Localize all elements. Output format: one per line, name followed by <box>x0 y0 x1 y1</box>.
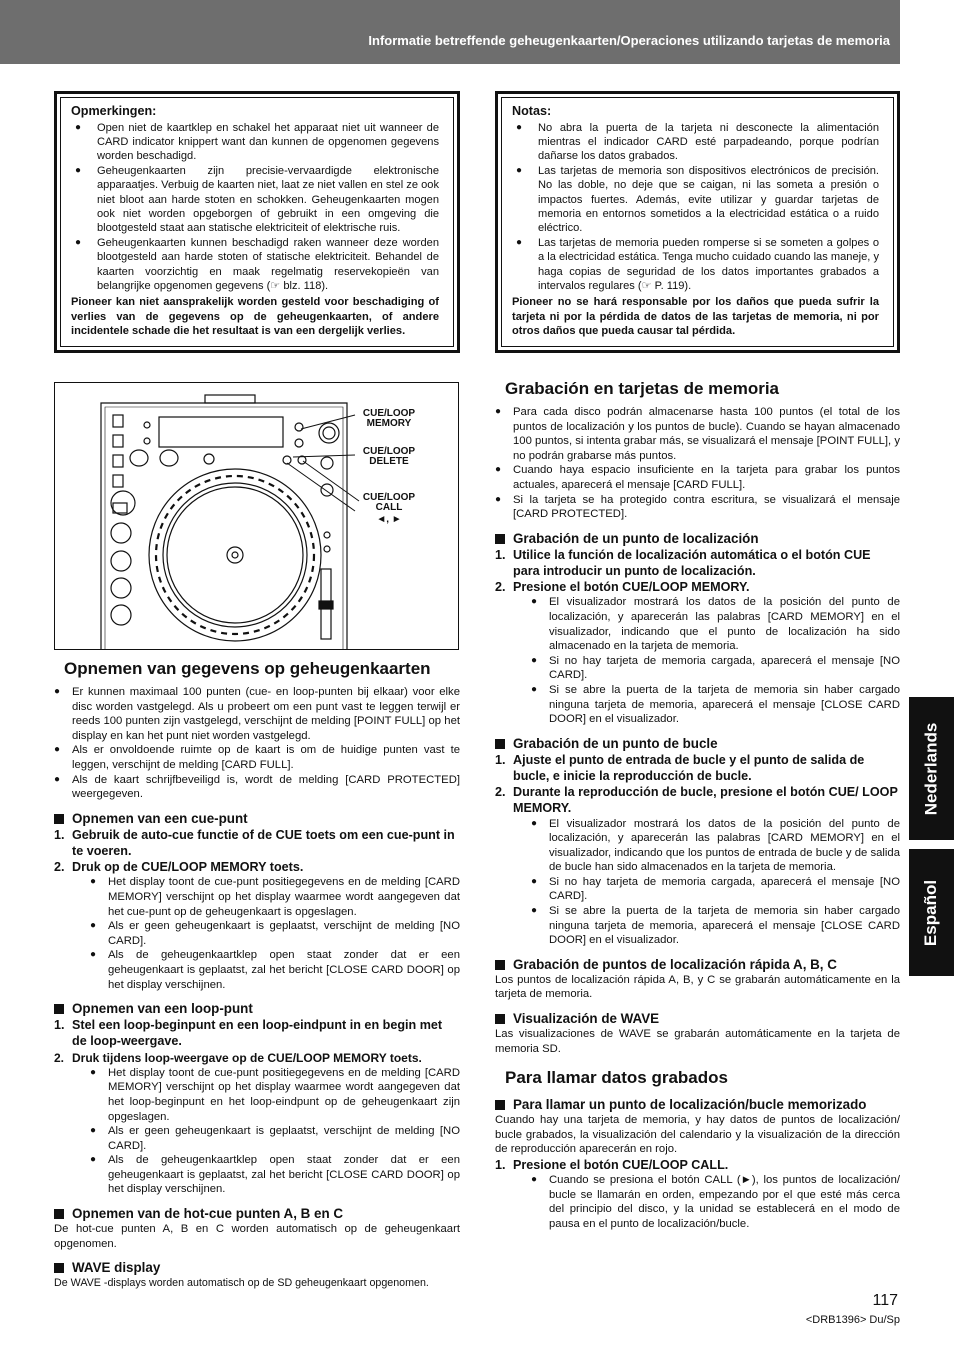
step-note: ● Het display toont de cue-punt positiegegevens en de melding [CARD MEMORY] verschijnt op het display waarmee wordt aangegeven dat het loop-beginpunt en het loop-eindpunt op de geheugenkaart zijn opgeslagen. <box>90 1066 460 1124</box>
section-title: Opnemen van gegevens op geheugenkaarten <box>54 659 460 679</box>
device-illustration <box>54 382 459 650</box>
step-note: ● Als er geen geheugenkaart is geplaatst, verschijnt de melding [NO CARD]. <box>90 1124 460 1153</box>
step-2: Presione el botón CUE/LOOP MEMORY. <box>513 580 750 595</box>
step-note: ● Het display toont de cue-punt positiegegevens en de melding [CARD MEMORY] verschijnt op het display waarmee wordt aangegeven dat het cue-punt op de geheugenkaart is opgeslagen. <box>90 875 460 919</box>
step-2: Druk op de CUE/LOOP MEMORY toets. <box>72 860 304 875</box>
subheading-cue: Opnemen van een cue-punt <box>54 810 460 827</box>
left-main-column: Opnemen van gegevens op geheugenkaarten ● Er kunnen maximaal 100 punten (cue- en loop-punten bij elkaar) voor elke disc worden vastgelegd. Als u probeert om een punt vast te leggen terwijl er reeds 100 punten zijn vastgelegd, verschijnt de melding [POINT FULL] op het display en kan het punt niet worden vastgelegd. ● Als er onvoldoende ruimte op de kaart is om de huidige punten vast te leggen, verschijnt de melding [CARD FULL]. ● Als de kaart schrijfbeveiligd is, wordt de melding [CARD PROTECTED] weergegeven. Opnemen van een cue-punt 1. Gebruik de auto-cue functie of de CUE toets om een cue-punt in te voeren. 2. Druk op de CUE/LOOP MEMORY toets. ● Het display toont de cue-punt positiegegevens en de melding [CARD MEMORY] verschijnt op het display waarmee wordt aangegeven dat het cue-punt op de geheugenkaart is opgeslagen. ● Als er geen geheugenkaart is geplaatst, verschijnt de melding [NO CARD]. ● Als de geheugenkaartklep open staat zonder dat er een geheugenkaart is geplaatst, zal het bericht [CLOSE CARD DOOR] op het display verschijnen. Opnemen van een loop-punt 1. Stel een loop-beginpunt en een loop-eindpunt in en begin met de loop-weergave. 2. Druk tijdens loop-weergave op de CUE/LOOP MEMORY toets. ● Het display toont de cue-punt positiegegevens en de melding [CARD MEMORY] verschijnt op het display waarmee wordt aangegeven dat het loop-beginpunt en het loop-eindpunt op de geheugenkaart zijn opgeslagen. ● Als er geen geheugenkaart is geplaatst, verschijnt de melding [NO CARD]. ● Als de geheugenkaartklep open staat zonder dat er een geheugenkaart is geplaatst, zal het bericht [CLOSE CARD DOOR] op het display verschijnen. Opnemen van de hot-cue punten A, B en C De hot-cue punten A, B en C worden automatisch op de geheugenkaart opgenomen. WAVE display De WAVE -displays worden automatisch op de SD geheugenkaart opgenomen. <box>54 649 460 1291</box>
step-note: ● Si se abre la puerta de la tarjeta de memoria sin haber cargado ninguna tarjeta de memoria, aparecerá el mensaje [CLOSE CARD DOOR] en el visualizador. <box>531 683 900 727</box>
page-number: 117 <box>872 1292 898 1309</box>
note-item: ● Geheugenkaarten zijn precisie-vervaardigde elektronische apparaatjes. Verbuig de kaarten niet, laat ze niet vallen en stel ze ook niet bloot aan harde stoten en schokken. Geheugenkaarten mogen ook niet worden opgeborgen of gebruikt in een omgeving die blootgesteld staat aan statische elektriciteit of elektrische ruis. <box>71 164 439 236</box>
intro-item: ● Si la tarjeta se ha protegido contra escritura, se visualizará el mensaje [CARD PROTECTED]. <box>495 493 900 522</box>
subheading-loop: Opnemen van een loop-punt <box>54 1000 460 1017</box>
side-tab-label: Español <box>921 879 941 946</box>
note-item: ● Open niet de kaartklep en schakel het apparaat niet uit wanneer de CARD indicator knippert want dan kunnen de opgenomen gegevens worden beschadigd. <box>71 121 439 164</box>
hotcue-text: De hot-cue punten A, B en C worden automatisch op de geheugenkaart opgenomen. <box>54 1223 460 1250</box>
section-title: Grabación en tarjetas de memoria <box>495 379 900 399</box>
wave-text: Las visualizaciones de WAVE se grabarán automáticamente en la tarjeta de memoria SD. <box>495 1028 900 1055</box>
label-cue-loop-call: CUE/LOOP CALL <box>362 492 416 513</box>
section-title: Para llamar datos grabados <box>495 1068 900 1088</box>
step-1: Utilice la función de localización automática o el botón CUE para introducir un punto de localización. <box>513 547 871 578</box>
step-note: ● Als de geheugenkaartklep open staat zonder dat er een geheugenkaart is geplaatst, zal het bericht [CLOSE CARD DOOR] op het display verschijnen. <box>90 948 460 992</box>
intro-item: ● Para cada disco podrán almacenarse hasta 100 puntos (el total de los puntos de localización y los puntos de bucle). Cuando se hayan almacenado 100 puntos, si intenta grabar más, se visualizará el mensaje [POINT FULL], y no podrán grabarse más puntos. <box>495 405 900 463</box>
label-arrows: ◄, ► <box>376 514 402 525</box>
step-1: Presione el botón CUE/LOOP CALL. <box>513 1158 729 1173</box>
document-id: <DRB1396> Du/Sp <box>805 1314 900 1326</box>
right-main-column: Grabación en tarjetas de memoria ● Para cada disco podrán almacenarse hasta 100 puntos (el total de los puntos de localización y los puntos de bucle). Cuando se hayan almacenado 100 puntos, si intenta grabar más, se visualizará el mensaje [POINT FULL], y no podrán grabarse más puntos. ● Cuando haya espacio insuficiente en la tarjeta para grabar los puntos actuales, aparecerá el mensaje [CARD FULL]. ● Si la tarjeta se ha protegido contra escritura, se visualizará el mensaje [CARD PROTECTED]. Grabación de un punto de localización 1. Utilice la función de localización automática o el botón CUE para introducir un punto de localización. 2. Presione el botón CUE/LOOP MEMORY. ● El visualizador mostrará los datos de la posición del punto de localización, y aparecerán las palabras [CARD MEMORY] en el visualizador, indicando que el punto de localización ha sido almacenado en la tarjeta de memoria. ● Si no hay tarjeta de memoria cargada, aparecerá el mensaje [NO CARD]. ● Si se abre la puerta de la tarjeta de memoria sin haber cargado ninguna tarjeta de memoria, aparecerá el mensaje [CLOSE CARD DOOR] en el visualizador. Grabación de un punto de bucle 1. Ajuste el punto de entrada de bucle y el punto de salida de bucle, e inicie la reproducción de bucle. 2. Durante la reproducción de bucle, presione el botón CUE/ LOOP MEMORY. ● El visualizador mostrará los datos de la posición del punto de localización, y aparecerán las palabras [CARD MEMORY] en el visualizador, indicando que los puntos de entrada de bucle y de salida de bucle han sido almacenados en la tarjeta de memoria. ● Si no hay tarjeta de memoria cargada, aparecerá el mensaje [NO CARD]. ● Si se abre la puerta de la tarjeta de memoria sin haber cargado ninguna tarjeta de memoria, aparecerá el mensaje [CLOSE CARD DOOR] en el visualizador. Grabación de puntos de localización rápida A, B, C Los puntos de localización rápida A, B, y C se grabarán automáticamente en la tarjeta de memoria. Visualización de WAVE Las visualizaciones de WAVE se grabarán automáticamente en la tarjeta de memoria SD. Para llamar datos grabados Para llamar un punto de localización/bucle memorizado Cuando hay una tarjeta de memoria, y hay datos de puntos de localización/ bucle grabados, la visualización del calendario y la visualización de la dirección de reproducción aparecerán en rojo. 1. Presione el botón CUE/LOOP CALL. ● Cuando se presiona el botón CALL (►), los puntos de localización/ bucle se llamarán en orden, empezando por el que esté más cerca del principio del disco, y la unidad se establecerá en el modo de pausa en el punto de localización/bucle. <box>495 369 900 1232</box>
left-notes-box <box>54 91 460 353</box>
step-2: Durante la reproducción de bucle, presione el botón CUE/ LOOP MEMORY. <box>513 785 898 816</box>
liability-warning: Pioneer no se hará responsable por los daños que pueda sufrir la tarjeta ni por la pérdida de datos de las tarjetas de memoria, ni por otros daños que pueda causar tal pérdida. <box>512 296 879 338</box>
notes-title: Opmerkingen: <box>71 104 157 118</box>
intro-item: ● Als er onvoldoende ruimte op de kaart is om de huidige punten vast te leggen, verschijnt de melding [CARD FULL]. <box>54 743 460 772</box>
hotcue-text: Los puntos de localización rápida A, B, y C se grabarán automáticamente en la tarjeta de memoria. <box>495 973 900 1001</box>
step-note: ● Si no hay tarjeta de memoria cargada, aparecerá el mensaje [NO CARD]. <box>531 875 900 904</box>
side-tab-label: Nederlands <box>921 722 941 815</box>
subheading-wave: WAVE display <box>54 1259 460 1276</box>
call-text: Cuando hay una tarjeta de memoria, y hay datos de puntos de localización/ bucle grabados, la visualización del calendario y la visualización de la dirección de reproducción aparecerán en rojo. <box>495 1114 900 1156</box>
subheading-hotcue: Opnemen van de hot-cue punten A, B en C <box>54 1205 460 1222</box>
intro-item: ● Er kunnen maximaal 100 punten (cue- en loop-punten bij elkaar) voor elke disc worden vastgelegd. Als u probeert om een punt vast te leggen terwijl er reeds 100 punten zijn vastgelegd, verschijnt de melding [POINT FULL] op het display en kan het punt niet worden vastgelegd. <box>54 685 460 743</box>
side-tab-espanol <box>909 849 954 976</box>
step-note: ● Si no hay tarjeta de memoria cargada, aparecerá el mensaje [NO CARD]. <box>531 654 900 683</box>
note-item: ● Geheugenkaarten kunnen beschadigd raken wanneer deze worden blootgesteld aan harde stoten of statische elektriciteit. Behandel de kaarten voorzichtig en maak regelmatig reservekopieën van belangrijke opgenomen gegevens (☞ blz. 118). <box>71 236 439 294</box>
note-item: ● Las tarjetas de memoria pueden romperse si se someten a golpes o a la electricidad estática. Tenga mucho cuidado cuando las maneje, y haga copias de seguridad de los datos importantes grabados a intervalos regulares (☞ P. 119). <box>512 236 879 294</box>
step-note: ● Cuando se presiona el botón CALL (►), los puntos de localización/ bucle se llamarán en orden, empezando por el que esté más cerca del principio del disco, y la unidad se establecerá en el modo de pausa en el punto de localización/bucle. <box>531 1173 900 1231</box>
subheading-cue: Grabación de un punto de localización <box>495 530 900 547</box>
notes-title: Notas: <box>512 104 552 118</box>
subheading-wave: Visualización de WAVE <box>495 1010 900 1027</box>
liability-warning: Pioneer kan niet aansprakelijk worden gesteld voor beschadiging of verlies van de gegevens op de geheugenkaarten, of andere incidentele schade die het resultaat is van een dergelijk verlies. <box>71 296 439 338</box>
step-note: ● El visualizador mostrará los datos de la posición del punto de localización, y aparecerán las palabras [CARD MEMORY] en el visualizador, indicando que los puntos de entrada de bucle y de salida de bucle han sido almacenados en la tarjeta de memoria. <box>531 817 900 875</box>
intro-item: ● Als de kaart schrijfbeveiligd is, wordt de melding [CARD PROTECTED] weergegeven. <box>54 773 460 802</box>
note-item: ● No abra la puerta de la tarjeta ni desconecte la alimentación mientras el indicador CARD esté parpadeando, porque podrían dañarse los datos grabados. <box>512 121 879 164</box>
subheading-call: Para llamar un punto de localización/bucle memorizado <box>495 1096 900 1113</box>
step-2: Druk tijdens loop-weergave op de CUE/LOOP MEMORY toets. <box>72 1050 422 1065</box>
label-cue-loop-memory: CUE/LOOP MEMORY <box>362 408 416 429</box>
step-note: ● Als de geheugenkaartklep open staat zonder dat er een geheugenkaart is geplaatst, zal het bericht [CLOSE CARD DOOR] op het display verschijnen. <box>90 1153 460 1197</box>
step-note: ● El visualizador mostrará los datos de la posición del punto de localización, y aparecerán las palabras [CARD MEMORY] en el visualizador, indicando que el punto de localización ha sido almacenado en la tarjeta de memoria. <box>531 595 900 653</box>
subheading-hotcue: Grabación de puntos de localización rápida A, B, C <box>495 956 900 973</box>
step-1: Stel een loop-beginpunt en een loop-eindpunt in en begin met de loop-weergave. <box>72 1018 443 1049</box>
note-item: ● Las tarjetas de memoria son dispositivos electrónicos de precisión. No las doble, no deje que se caigan, ni las someta a presión o impactos fuertes. Además, evite utilizar y guardar tarjetas de memoria en entornos sometidos a la electricidad estática o a ruido eléctrico. <box>512 164 879 236</box>
step-note: ● Si se abre la puerta de la tarjeta de memoria sin haber cargado ninguna tarjeta de memoria, aparecerá el mensaje [CLOSE CARD DOOR] en el visualizador. <box>531 904 900 948</box>
subheading-loop: Grabación de un punto de bucle <box>495 735 900 752</box>
side-tab-nederlands <box>909 697 954 840</box>
label-cue-loop-delete: CUE/LOOP DELETE <box>362 446 416 467</box>
wave-text: De WAVE -displays worden automatisch op de SD geheugenkaart opgenomen. <box>54 1277 429 1290</box>
step-1: Ajuste el punto de entrada de bucle y el punto de salida de bucle, e inicie la reproducción de bucle. <box>513 752 865 783</box>
header-bar <box>0 0 900 64</box>
step-1: Gebruik de auto-cue functie of de CUE toets om een cue-punt in te voeren. <box>72 827 455 858</box>
step-note: ● Als er geen geheugenkaart is geplaatst, verschijnt de melding [NO CARD]. <box>90 919 460 948</box>
right-notes-box <box>495 91 900 353</box>
page-header-title: Informatie betreffende geheugenkaarten/Operaciones utilizando tarjetas de memoria <box>368 33 890 48</box>
intro-item: ● Cuando haya espacio insuficiente en la tarjeta para grabar los puntos actuales, aparecerá el mensaje [CARD FULL]. <box>495 463 900 492</box>
